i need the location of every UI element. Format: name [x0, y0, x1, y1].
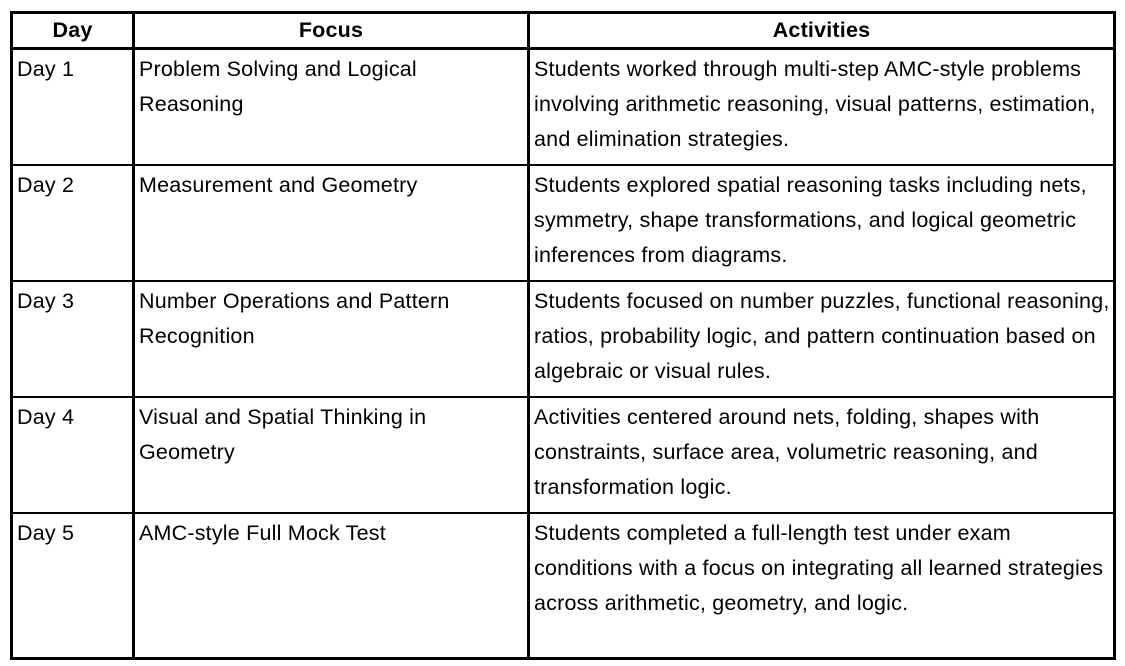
table-header	[12, 13, 1115, 49]
table-row	[12, 397, 1115, 513]
day-cell: Day 4	[12, 397, 134, 513]
activities-cell: Activities centered around nets, folding, shapes with constraints, surface area, volumetric reasoning, and transformation logic.	[529, 397, 1115, 513]
day-cell: Day 2	[12, 165, 134, 281]
focus-cell: Measurement and Geometry	[134, 165, 529, 281]
table-row	[12, 281, 1115, 397]
focus-cell: AMC-style Full Mock Test	[134, 513, 529, 659]
table-row	[12, 165, 1115, 281]
day-cell: Day 1	[12, 49, 134, 165]
focus-cell: Visual and Spatial Thinking in Geometry	[134, 397, 529, 513]
focus-cell: Number Operations and Pattern Recognition	[134, 281, 529, 397]
table-row	[12, 49, 1115, 165]
activities-cell: Students completed a full-length test under exam conditions with a focus on integrating all learned strategies across arithmetic, geometry, and logic.	[529, 513, 1115, 659]
header-activities: Activities	[529, 13, 1115, 49]
table-row	[12, 513, 1115, 659]
activities-cell: Students explored spatial reasoning tasks including nets, symmetry, shape transformations, and logical geometric inferences from diagrams.	[529, 165, 1115, 281]
header-day: Day	[12, 13, 134, 49]
activities-cell: Students worked through multi-step AMC-style problems involving arithmetic reasoning, visual patterns, estimation, and elimination strategies.	[529, 49, 1115, 165]
focus-cell: Problem Solving and Logical Reasoning	[134, 49, 529, 165]
day-cell: Day 3	[12, 281, 134, 397]
day-cell: Day 5	[12, 513, 134, 659]
table-body	[12, 49, 1115, 659]
schedule-table	[10, 11, 1116, 660]
header-row	[12, 13, 1115, 49]
header-focus: Focus	[134, 13, 529, 49]
activities-cell: Students focused on number puzzles, functional reasoning, ratios, probability logic, and pattern continuation based on algebraic or visual rules.	[529, 281, 1115, 397]
